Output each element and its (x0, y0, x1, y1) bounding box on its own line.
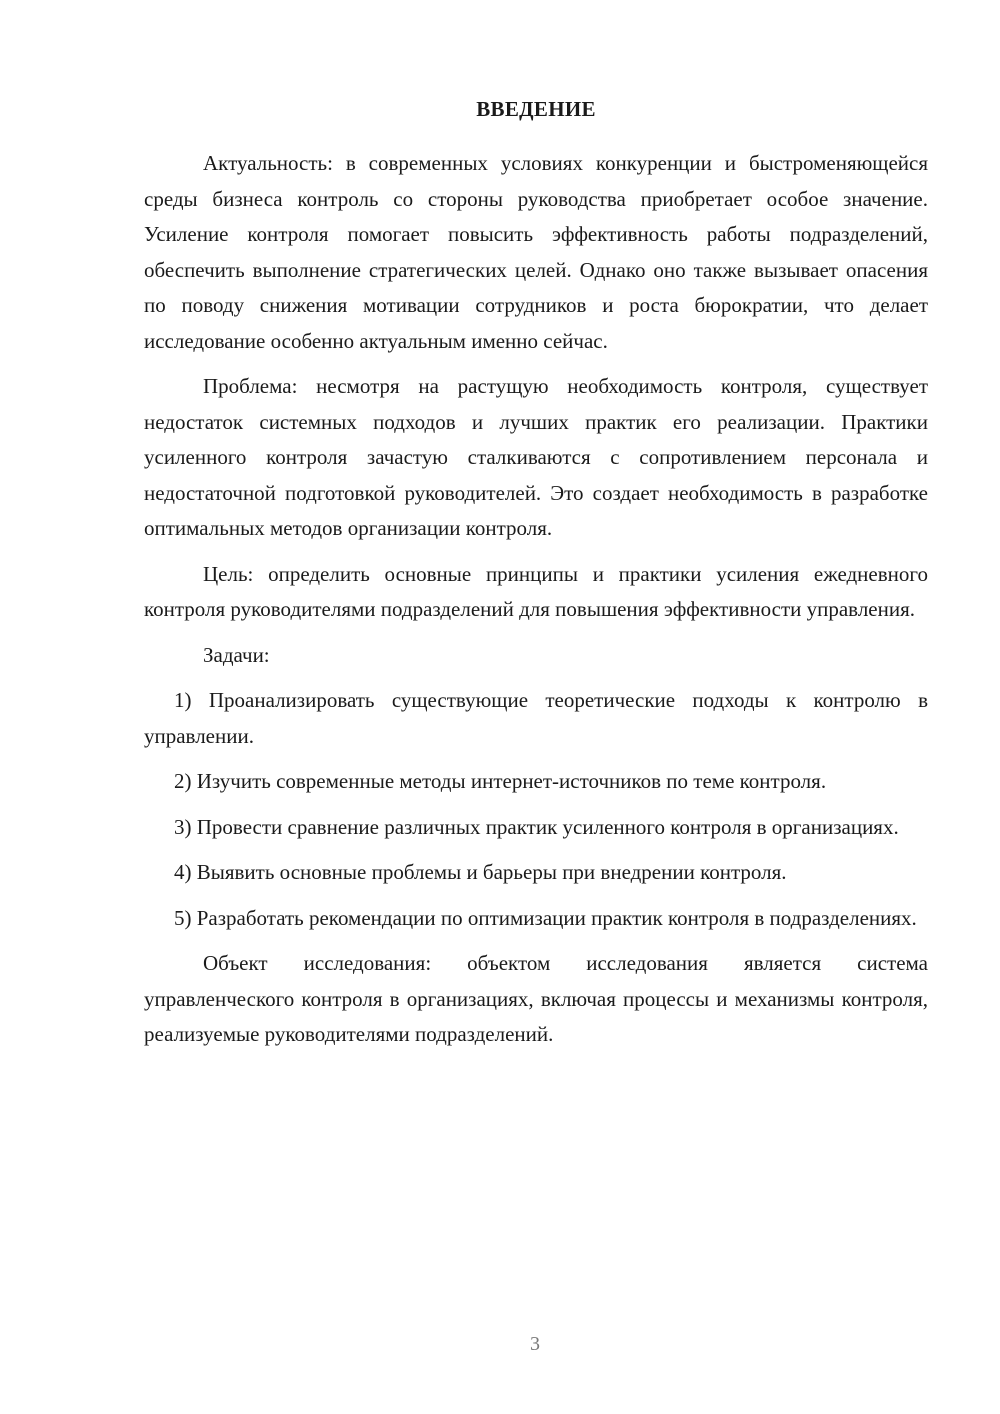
paragraph-object: Объект исследования: объектом исследования является система управленческого контроля в организациях, включая процессы и механизмы контроля, реализуемые руководителями подразделений. (144, 951, 928, 1046)
task-item-4: 4) Выявить основные проблемы и барьеры при внедрении контроля. (174, 860, 787, 884)
page-content (144, 92, 928, 1053)
task-item-1: 1) Проанализировать существующие теоретические подходы к контролю в управлении. (144, 688, 928, 748)
task-item-5: 5) Разработать рекомендации по оптимизации практик контроля в подразделениях. (174, 905, 917, 930)
task-item-3: 3) Провести сравнение различных практик усиленного контроля в организациях. (174, 814, 899, 839)
task-item-2: 2) Изучить современные методы интернет-источников по теме контроля. (174, 769, 827, 793)
paragraph-goal: Цель: определить основные принципы и практики усиления ежедневного контроля руководителями подразделений для повышения эффективности управления. (144, 561, 928, 621)
page-title: ВВЕДЕНИЕ (476, 97, 596, 121)
page-number: 3 (530, 1333, 540, 1355)
tasks-heading: Задачи: (203, 642, 270, 667)
paragraph-relevance: Актуальность: в современных условиях конкуренции и быстроменяющейся среды бизнеса контроль со стороны руководства приобретает особое значение. Усиление контроля помогает повысить эффективность работы подразделений, обеспечить выполнение стратегических целей. Однако оно также вызывает опасения по поводу снижения мотивации сотрудников и роста бюрократии, что делает исследование особенно актуальным именно сейчас. (144, 151, 928, 353)
paragraph-problem: Проблема: несмотря на растущую необходимость контроля, существует недостаток системных подходов и лучших практик его реализации. Практики усиленного контроля зачастую сталкиваются с сопротивлением персонала и недостаточной подготовкой руководителей. Это создает необходимость в разработке оптимальных методов организации контроля. (144, 374, 928, 540)
